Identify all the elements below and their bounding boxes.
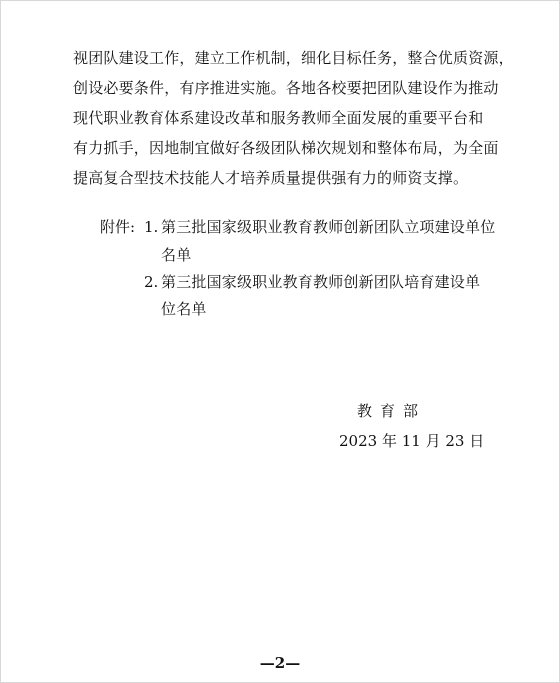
page-number: —2— [259, 654, 301, 672]
attachment-2-number: 2. [144, 273, 159, 291]
attachment-1-title-line2: 名单 [161, 246, 192, 264]
attachment-1-title-line1: 第三批国家级职业教育教师创新团队立项建设单位 [161, 218, 496, 236]
body-line-2: 创设必要条件，有序推进实施。各地各校要把团队建设作为推动 [73, 79, 499, 97]
body-line-1: 视团队建设工作，建立工作机制，细化目标任务，整合优质资源， [73, 49, 514, 67]
body-line-4: 有力抓手，因地制宜做好各级团队梯次规划和整体布局，为全面 [73, 139, 499, 157]
issue-date: 2023 年 11 月 23 日 [339, 432, 485, 450]
attachment-2-title-line1: 第三批国家级职业教育教师创新团队培育建设单 [161, 273, 481, 291]
body-line-3: 现代职业教育体系建设改革和服务教师全面发展的重要平台和 [73, 109, 484, 127]
body-line-5: 提高复合型技术技能人才培养质量提供强有力的师资支撑。 [73, 169, 469, 187]
issuer-name: 教育部 [357, 402, 427, 420]
attachment-1-number: 1. [144, 218, 159, 236]
attachment-2-title-line2: 位名单 [161, 300, 207, 318]
attachment-label: 附件: [100, 218, 136, 236]
